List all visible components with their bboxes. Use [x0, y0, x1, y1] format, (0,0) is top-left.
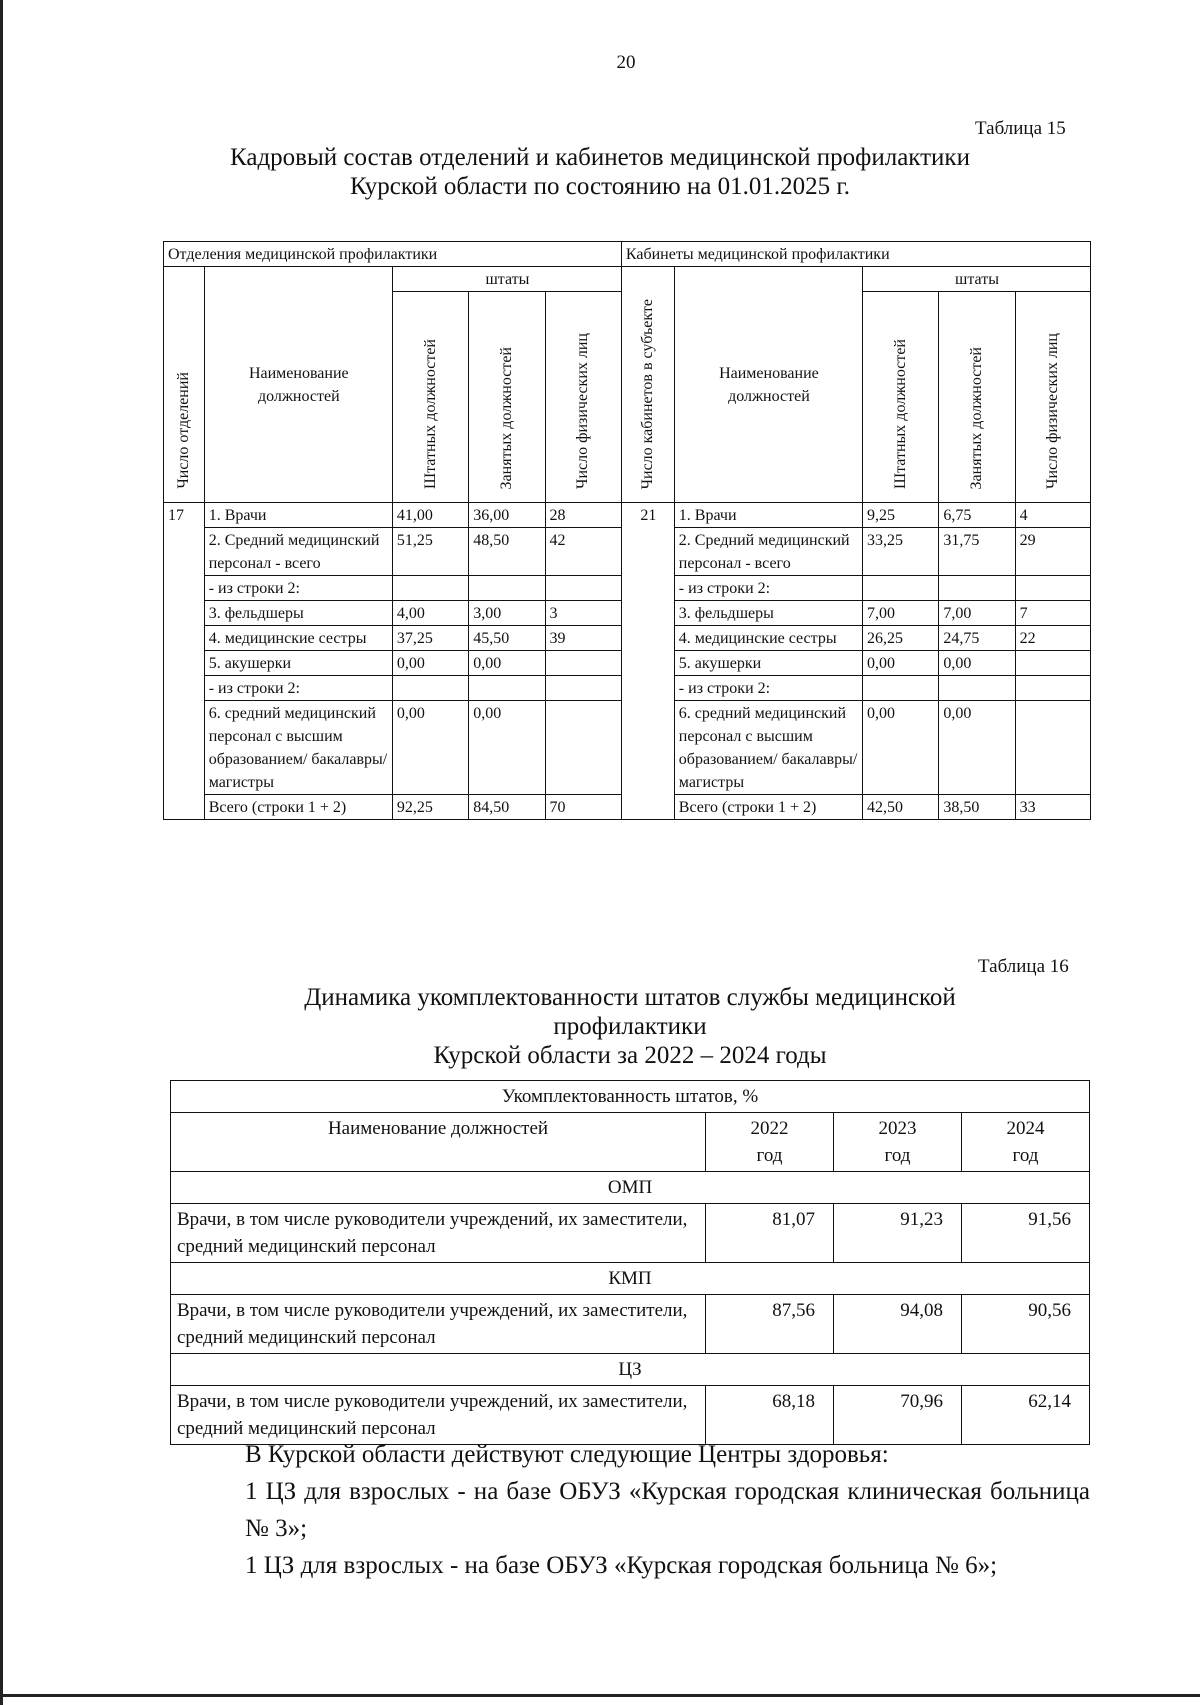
table16-row-name: Врачи, в том числе руководители учреждений, их заместители, средний медицинский персонал — [171, 1386, 706, 1445]
table15-cell-value: 0,00 — [939, 651, 1015, 676]
table15-head-shtaty-right: штаты — [863, 267, 1091, 292]
page-number: 20 — [616, 52, 636, 73]
table15-cell-value: 7,00 — [863, 601, 939, 626]
table15-cell-value: 48,50 — [469, 528, 545, 576]
table15-count-right: 21 — [621, 503, 674, 820]
table16-cell-value: 87,56 — [706, 1295, 834, 1354]
table15-cell-value — [1015, 651, 1090, 676]
table15-cell-value: 26,25 — [863, 626, 939, 651]
table15-cell-value — [1015, 576, 1090, 601]
table15 — [163, 241, 1091, 820]
table15-cell-value: 31,75 — [939, 528, 1015, 576]
table15-cell-value: 4 — [1015, 503, 1090, 528]
table15-head-col: Штатных должностей — [863, 292, 939, 503]
table16-section-row — [171, 1354, 1090, 1386]
table16-title — [200, 983, 1060, 1070]
table15-head-name-right: Наименование должностей — [674, 267, 862, 503]
table16 — [170, 1080, 1090, 1445]
table15-cell-value — [939, 676, 1015, 701]
table15-cell-value: 42 — [545, 528, 621, 576]
table15-title: Кадровый состав отделений и кабинетов медицинской профилактики Курской области по состоянию на 01.01.2025 г. — [230, 144, 970, 200]
table15-cell-value: 29 — [1015, 528, 1090, 576]
table15-cell-name: 3. фельдшеры — [204, 601, 392, 626]
table15-cell-value: 36,00 — [469, 503, 545, 528]
table16-cell-value: 62,14 — [962, 1386, 1090, 1445]
table15-row — [164, 503, 1091, 528]
table15-head-count-left: Число отделений — [164, 267, 205, 503]
table15-cell-value: 39 — [545, 626, 621, 651]
table15-cell-name: 4. медицинские сестры — [674, 626, 862, 651]
table15-cell-name: 5. акушерки — [204, 651, 392, 676]
table15-head-col: Число физических лиц — [1015, 292, 1090, 503]
table16-row — [171, 1295, 1090, 1354]
table15-cell-name: - из строки 2: — [674, 576, 862, 601]
table15-label: Таблица 15 — [975, 118, 1066, 139]
table16-label: Таблица 16 — [978, 956, 1069, 977]
table16-cell-value: 91,56 — [962, 1204, 1090, 1263]
table15-cell-value: 7 — [1015, 601, 1090, 626]
table15-head-shtaty-left: штаты — [392, 267, 621, 292]
scan-left-edge — [0, 0, 3, 1705]
table15-cell-value: 38,50 — [939, 795, 1015, 820]
table15-cell-value: 42,50 — [863, 795, 939, 820]
table16-title-line: Динамика укомплектованности штатов службы медицинской — [304, 984, 956, 1011]
table16-year-2022: 2022 год — [706, 1113, 834, 1172]
table16-cell-value: 90,56 — [962, 1295, 1090, 1354]
table15-cell-value: 0,00 — [863, 701, 939, 795]
table15-cell-value — [863, 676, 939, 701]
table15-cell-value: 4,00 — [392, 601, 468, 626]
table15-cell-name: 2. Средний медицинский персонал - всего — [204, 528, 392, 576]
table16-header-name: Наименование должностей — [171, 1113, 706, 1172]
table15-cell-name: 1. Врачи — [204, 503, 392, 528]
table16-row-name: Врачи, в том числе руководители учреждений, их заместители, средний медицинский персонал — [171, 1204, 706, 1263]
table15-cell-value: 70 — [545, 795, 621, 820]
table15-head-col: Штатных должностей — [392, 292, 468, 503]
table15-cell-value — [1015, 676, 1090, 701]
table16-section-title: КМП — [171, 1263, 1090, 1295]
table16-section-title: ОМП — [171, 1172, 1090, 1204]
table16-year-2023: 2023 год — [834, 1113, 962, 1172]
table15-cell-name: 5. акушерки — [674, 651, 862, 676]
paragraph: В Курской области действуют следующие Центры здоровья: — [245, 1441, 889, 1468]
table15-cell-name: Всего (строки 1 + 2) — [204, 795, 392, 820]
table15-head-col: Число физических лиц — [545, 292, 621, 503]
table15-cell-value: 0,00 — [469, 651, 545, 676]
table15-cell-value: 84,50 — [469, 795, 545, 820]
table15-cell-value: 6,75 — [939, 503, 1015, 528]
table15-count-left: 17 — [164, 503, 205, 820]
table15-cell-value: 28 — [545, 503, 621, 528]
table15-cell-name: Всего (строки 1 + 2) — [674, 795, 862, 820]
table15-cell-value: 33,25 — [863, 528, 939, 576]
table15-cell-name: - из строки 2: — [204, 576, 392, 601]
table16-cell-value: 91,23 — [834, 1204, 962, 1263]
table16-title-line: профилактики — [553, 1013, 707, 1040]
table15-cell-value: 0,00 — [392, 701, 468, 795]
table16-row — [171, 1204, 1090, 1263]
table15-cell-value: 51,25 — [392, 528, 468, 576]
table15-cell-name: - из строки 2: — [204, 676, 392, 701]
table15-cell-value: 0,00 — [863, 651, 939, 676]
table15-cell-value — [863, 576, 939, 601]
table15-cell-value — [392, 676, 468, 701]
table16-cell-value: 81,07 — [706, 1204, 834, 1263]
table16-section-row — [171, 1172, 1090, 1204]
table15-group-left: Отделения медицинской профилактики — [164, 242, 622, 267]
table15-cell-value — [545, 651, 621, 676]
table15-head-col: Занятых должностей — [939, 292, 1015, 503]
table15-cell-value: 37,25 — [392, 626, 468, 651]
table15-cell-value — [469, 576, 545, 601]
table15-cell-value — [545, 701, 621, 795]
table16-row-name: Врачи, в том числе руководители учреждений, их заместители, средний медицинский персонал — [171, 1295, 706, 1354]
table15-cell-name: - из строки 2: — [674, 676, 862, 701]
table16-cell-value: 94,08 — [834, 1295, 962, 1354]
table15-cell-value: 22 — [1015, 626, 1090, 651]
paragraph: 1 ЦЗ для взрослых - на базе ОБУЗ «Курская городская больница № 6»; — [245, 1552, 998, 1579]
table16-year-2024: 2024 год — [962, 1113, 1090, 1172]
table15-cell-value: 92,25 — [392, 795, 468, 820]
table15-head-col: Занятых должностей — [469, 292, 545, 503]
table15-cell-value: 41,00 — [392, 503, 468, 528]
table15-cell-name: 4. медицинские сестры — [204, 626, 392, 651]
table16-section-title: ЦЗ — [171, 1354, 1090, 1386]
table15-cell-value — [392, 576, 468, 601]
table15-cell-value: 33 — [1015, 795, 1090, 820]
table16-title-line: Курской области за 2022 – 2024 годы — [433, 1042, 827, 1069]
table15-cell-name: 6. средний медицинский персонал с высшим образованием/ бакалавры/ магистры — [204, 701, 392, 795]
table15-group-right: Кабинеты медицинской профилактики — [621, 242, 1090, 267]
table16-cell-value: 70,96 — [834, 1386, 962, 1445]
paragraph: 1 ЦЗ для взрослых - на базе ОБУЗ «Курская городская клиническая больница № 3»; — [245, 1478, 1090, 1542]
table15-cell-value: 0,00 — [939, 701, 1015, 795]
table15-cell-value — [545, 676, 621, 701]
table15-cell-name: 2. Средний медицинский персонал - всего — [674, 528, 862, 576]
table15-head-name-left: Наименование должностей — [204, 267, 392, 503]
table16-header-group: Укомплектованность штатов, % — [171, 1081, 1090, 1113]
table15-cell-value: 3,00 — [469, 601, 545, 626]
table15-cell-name: 1. Врачи — [674, 503, 862, 528]
table15-cell-value: 9,25 — [863, 503, 939, 528]
table15-head-count-right: Число кабинетов в субъекте — [621, 267, 674, 503]
table15-cell-value — [469, 676, 545, 701]
table16-section-row — [171, 1263, 1090, 1295]
table15-cell-value: 0,00 — [469, 701, 545, 795]
table15-cell-value — [1015, 701, 1090, 795]
table15-cell-name: 6. средний медицинский персонал с высшим образованием/ бакалавры/ магистры — [674, 701, 862, 795]
table16-body — [171, 1172, 1090, 1445]
scan-bottom-edge — [0, 1694, 1200, 1697]
table15-cell-value: 24,75 — [939, 626, 1015, 651]
table15-cell-value: 7,00 — [939, 601, 1015, 626]
table16-cell-value: 68,18 — [706, 1386, 834, 1445]
table15-cell-value — [545, 576, 621, 601]
table15-cell-value: 45,50 — [469, 626, 545, 651]
table15-cell-value — [939, 576, 1015, 601]
table15-body — [164, 503, 1091, 820]
table15-cell-name: 3. фельдшеры — [674, 601, 862, 626]
table15-cell-value: 3 — [545, 601, 621, 626]
table15-cell-value: 0,00 — [392, 651, 468, 676]
